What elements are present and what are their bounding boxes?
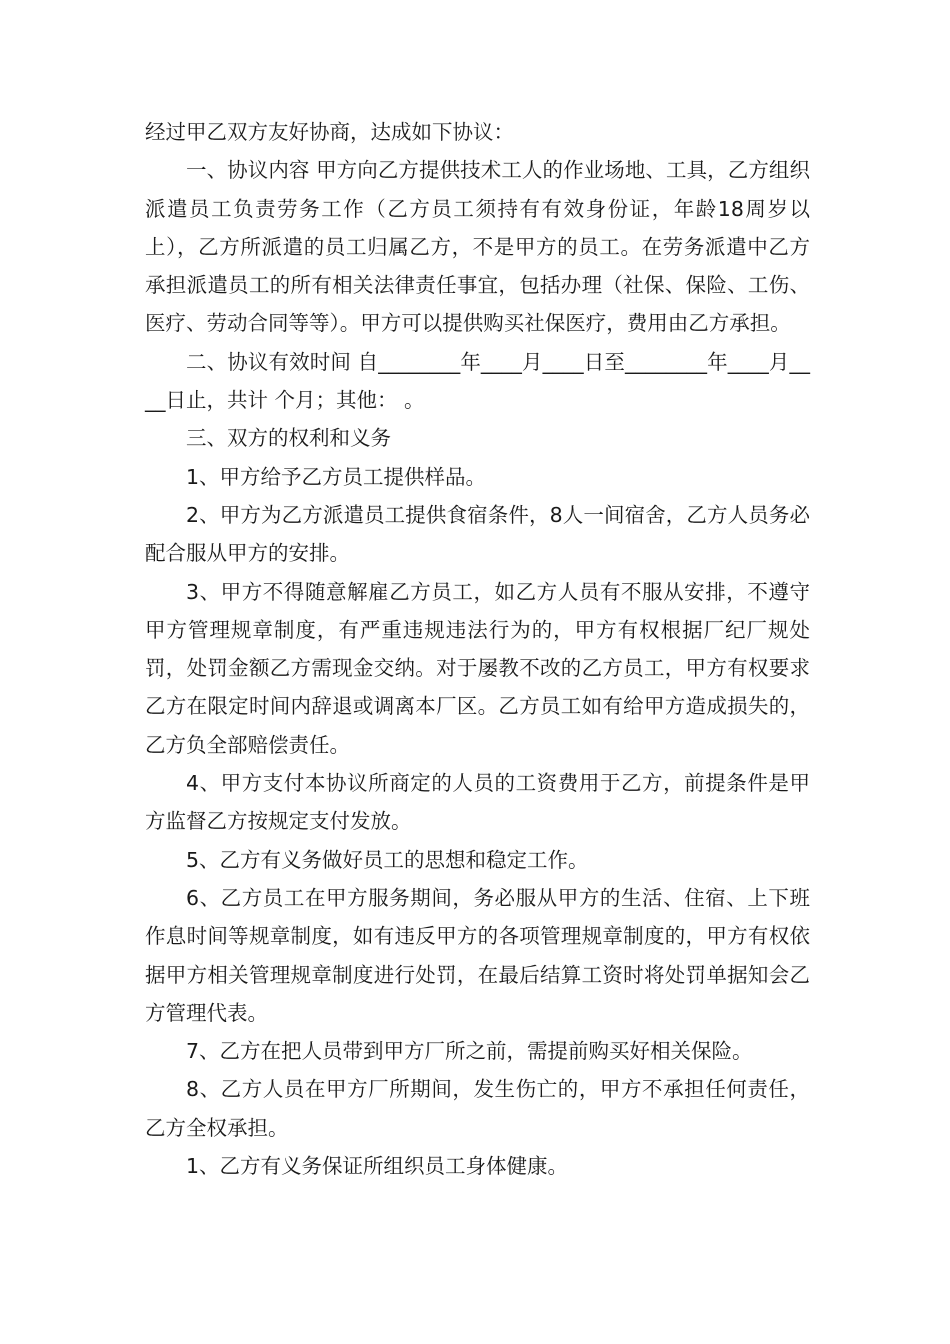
paragraph-item-5: 5、乙方有义务做好员工的思想和稳定工作。 (186, 847, 589, 872)
paragraph-agreement-content: 一、协议内容 甲方向乙方提供技术工人的作业场地、工具，乙方组织派遣员工负责劳务工作（乙方员工须持有有效身份证，年龄18周岁以上），乙方所派遣的员工归属乙方，不是甲方的员工。在劳务派遣中乙方承担派遣员工的所有相关法律责任事宜，包括办理（社保、保险、工伤、医疗、劳动合同等等）。甲方可以提供购买社保医疗，费用由乙方承担。 (145, 158, 810, 336)
document-body (145, 113, 810, 1185)
paragraph-intro: 经过甲乙双方友好协商，达成如下协议： (145, 120, 514, 144)
paragraph-item-3: 3、甲方不得随意解雇乙方员工，如乙方人员有不服从安排，不遵守甲方管理规章制度，有严重违规违法行为的，甲方有权根据厂纪厂规处罚，处罚金额乙方需现金交纳。对于屡教不改的乙方员工，甲方有权要求乙方在限定时间内辞退或调离本厂区。乙方员工如有给甲方造成损失的，乙方负全部赔偿责任。 (145, 579, 810, 757)
paragraph-item-7: 7、乙方在把人员带到甲方厂所之前，需提前购买好相关保险。 (186, 1039, 753, 1064)
paragraph-validity-period: 二、协议有效时间 自________年____月____日至________年____月____日止，共计 个月；其他： 。 (145, 349, 810, 413)
paragraph-rights-heading: 三、双方的权利和义务 (186, 426, 391, 451)
paragraph-item-8: 8、乙方人员在甲方厂所期间，发生伤亡的，甲方不承担任何责任，乙方全权承担。 (145, 1077, 810, 1140)
paragraph-item-4: 4、甲方支付本协议所商定的人员的工资费用于乙方，前提条件是甲方监督乙方按规定支付发放。 (145, 771, 810, 834)
paragraph-item-1: 1、甲方给予乙方员工提供样品。 (186, 464, 487, 489)
paragraph-item-1b: 1、乙方有义务保证所组织员工身体健康。 (186, 1154, 569, 1179)
paragraph-item-2: 2、甲方为乙方派遣员工提供食宿条件，8人一间宿舍，乙方人员务必配合服从甲方的安排。 (145, 502, 810, 566)
paragraph-item-6: 6、乙方员工在甲方服务期间，务必服从甲方的生活、住宿、上下班作息时间等规章制度，如有违反甲方的各项管理规章制度的，甲方有权依据甲方相关管理规章制度进行处罚，在最后结算工资时将处罚单据知会乙方管理代表。 (145, 885, 810, 1025)
